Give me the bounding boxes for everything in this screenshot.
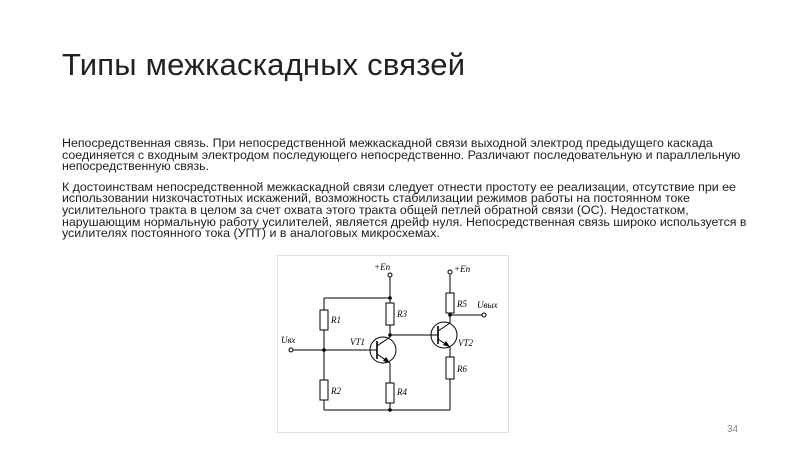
transistor-vt1-label: VT1 xyxy=(350,337,366,347)
resistor-r2-body xyxy=(320,380,328,400)
resistor-r3-body xyxy=(386,303,394,325)
resistor-r2-label: R2 xyxy=(331,386,341,396)
resistor-r1-body xyxy=(320,310,328,330)
resistor-r5-label: R5 xyxy=(457,299,467,309)
slide-body xyxy=(62,138,752,249)
circuit-diagram xyxy=(277,255,509,433)
resistor-r4-label: R4 xyxy=(397,387,407,397)
supply-label-stage2: +Eп xyxy=(454,264,471,274)
resistor-r6-label: R6 xyxy=(457,364,467,374)
resistor-r5-body xyxy=(446,293,454,313)
resistor-r3-label: R3 xyxy=(397,309,407,319)
output-label: Uвых xyxy=(477,300,498,310)
page-number: 34 xyxy=(727,424,739,435)
transistor-vt2-label: VT2 xyxy=(458,338,474,348)
supply-label-stage1: +Eп xyxy=(374,262,391,272)
resistor-r6-body xyxy=(446,357,454,379)
resistor-r4-body xyxy=(386,383,394,403)
input-label: Uвх xyxy=(281,335,296,345)
paragraph-advantages: К достоинствам непосредственной межкаскадной связи следует отнести простоту ее реализации, отсутствие при ее использовании низкочастотных искажений, возможность стабилизации режимов работы на постоянном токе усилительного тракта в целом за счет охвата этого тракта общей петлей обратной связи (ОС). Недостатком, нарушающим нормальную работу усилителей, является дрейф нуля. Непосредственная связь широко используется в усилителях постоянного тока (УПТ) и в аналоговых микросхемах. xyxy=(62,179,747,241)
resistor-r1-label: R1 xyxy=(331,315,341,325)
paragraph-direct-coupling: Непосредственная связь. При непосредственной межкаскадной связи выходной электрод предыдущего каскада соединяется с входным электродом последующего непосредственно. Различают последовательную и параллельную непосредственную связь. xyxy=(62,136,741,174)
slide-title: Типы межкаскадных связей xyxy=(62,47,466,82)
